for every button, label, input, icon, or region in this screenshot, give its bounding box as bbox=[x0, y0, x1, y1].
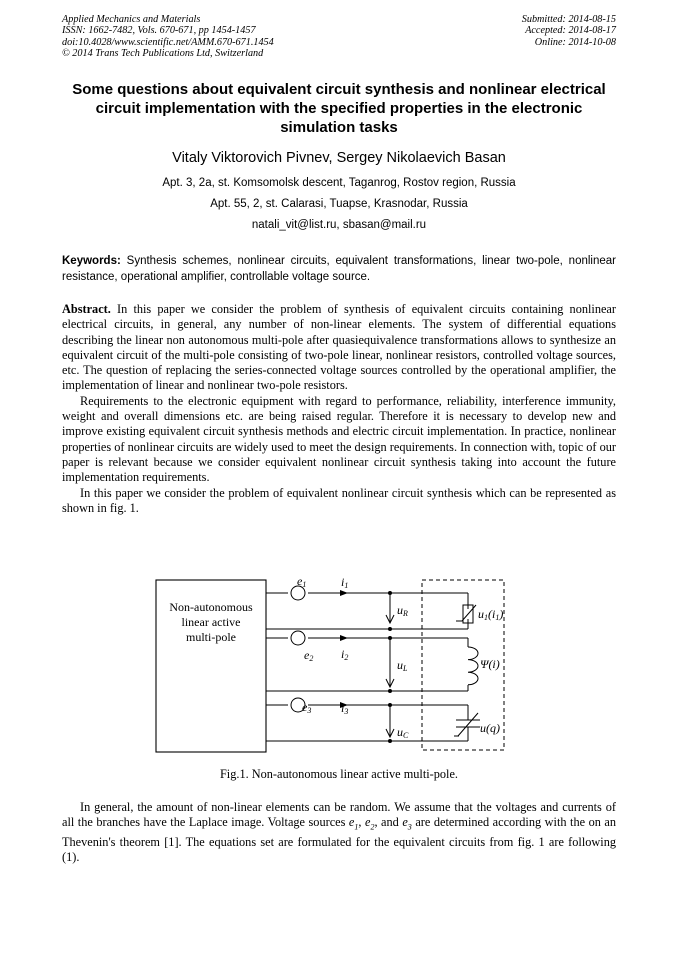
final-paragraph: In general, the amount of non-linear elements can be random. We assume that the voltages and currents of all the branches have the Laplace image. Voltage sources $e_1$, $e_2$, and $e_3$ are determined according with the on an Thevenin's theorem [1]. The equations set are formulated for the equivalent circuits from fig. 1 are following (1). bbox=[62, 800, 616, 865]
wires bbox=[266, 593, 468, 741]
source-e3 bbox=[291, 698, 311, 715]
label-e1: e1 bbox=[297, 574, 307, 589]
doi[interactable]: doi:10.4028/www.scientific.net/AMM.670-671.1454 bbox=[62, 36, 274, 48]
paper-title: Some questions about equivalent circuit synthesis and nonlinear electrical circuit implementation with the specified properties in the electronic simulation tasks bbox=[72, 81, 606, 136]
label-uL: uL bbox=[397, 658, 408, 673]
figure-caption: Fig.1. Non-autonomous linear active multi-pole. bbox=[219, 767, 459, 781]
copyright: © 2014 Trans Tech Publications Ltd, Switzerland bbox=[62, 47, 264, 59]
label-psi: Ψ(i) bbox=[480, 657, 500, 671]
affiliation-2: Apt. 55, 2, st. Calarasi, Tuapse, Krasnodar, Russia bbox=[210, 198, 468, 210]
label-u-q: u(q) bbox=[480, 721, 500, 735]
label-uC: uC bbox=[397, 725, 409, 740]
abstract-paragraph bbox=[62, 302, 616, 394]
paragraph-1: Requirements to the electronic equipment with regard to performance, reliability, interference immunity, weight and overall dimensions etc. are being raised regular. Therefore it is necessary to develop new and improve existing equivalent circuit synthesis methods and electric circuit implementation. In practice, nonlinear properties of nonlinear circuits are widely used to meet the design requirements. In connection with, topic of our paper is relevant because we consider equivalent nonlinear circuit synthesis taking into account the future implementation requirements. bbox=[62, 393, 616, 485]
abstract-text: In this paper we consider the problem of synthesis of equivalent circuits containing nonlinear electrical circuits, in general, any number of non-linear elements. The system of differential equations describing the linear non autonomous multi-pole after quasiequivalence transformations allows to synthesize an equivalent circuit of the multi-pole consisting of two-pole linear, nonlinear resistors, controlled voltage sources, etc. The question of replacing the series-connected voltage sources controlled by the operational amplifier, the implementation of linear and nonlinear two-pole resistors. bbox=[62, 302, 616, 393]
keywords-label: Keywords: bbox=[62, 255, 121, 267]
affiliation-1: Apt. 3, 2a, st. Komsomolsk descent, Taganrog, Rostov region, Russia bbox=[162, 177, 516, 189]
voltage-arrows bbox=[386, 595, 394, 737]
source-e2 bbox=[291, 631, 313, 663]
source-e1 bbox=[291, 574, 306, 600]
box-label-line-2: linear active bbox=[181, 615, 241, 629]
paragraph-2: In this paper we consider the problem of equivalent nonlinear circuit synthesis which can be represented as shown in fig. 1. bbox=[62, 485, 616, 515]
body-text bbox=[62, 302, 616, 516]
box-label-line-3: multi-pole bbox=[186, 630, 236, 644]
label-i3: i3 bbox=[341, 701, 349, 716]
journal-name: Applied Mechanics and Materials bbox=[62, 14, 201, 25]
submitted-date: Submitted: 2014-08-15 bbox=[521, 14, 616, 25]
keywords-text: Synthesis schemes, nonlinear circuits, equivalent transformations, linear two-pole, nonlinear resistance, operational amplifier, controllable voltage source. bbox=[62, 255, 616, 283]
nonlinear-resistor bbox=[456, 605, 476, 623]
box-label-line-1: Non-autonomous bbox=[169, 600, 253, 614]
dates-header bbox=[522, 14, 616, 48]
accepted-date: Accepted: 2014-08-17 bbox=[525, 25, 616, 37]
author-emails[interactable]: natali_vit@list.ru, sbasan@mail.ru bbox=[251, 219, 427, 231]
abstract-label: Abstract. bbox=[62, 302, 111, 316]
issn: ISSN: 1662-7482, Vols. 670-671, pp 1454-1457 bbox=[62, 25, 256, 37]
nonlinear-inductor bbox=[468, 647, 478, 685]
label-i2: i2 bbox=[341, 647, 349, 662]
label-e3: e3 bbox=[302, 700, 312, 715]
authors: Vitaly Viktorovich Pivnev, Sergey Nikolaevich Basan bbox=[172, 150, 506, 166]
label-i1: i1 bbox=[341, 575, 349, 590]
label-uR: uR bbox=[397, 603, 408, 618]
journal-header bbox=[62, 14, 274, 59]
label-u1-i1: u1(i1) bbox=[478, 607, 504, 622]
keywords bbox=[62, 254, 616, 285]
multi-pole-block bbox=[156, 580, 266, 752]
nonlinear-capacitor bbox=[454, 713, 480, 736]
label-e2: e2 bbox=[304, 648, 314, 663]
circuit-figure bbox=[150, 565, 510, 755]
online-date: Online: 2014-10-08 bbox=[534, 36, 616, 48]
